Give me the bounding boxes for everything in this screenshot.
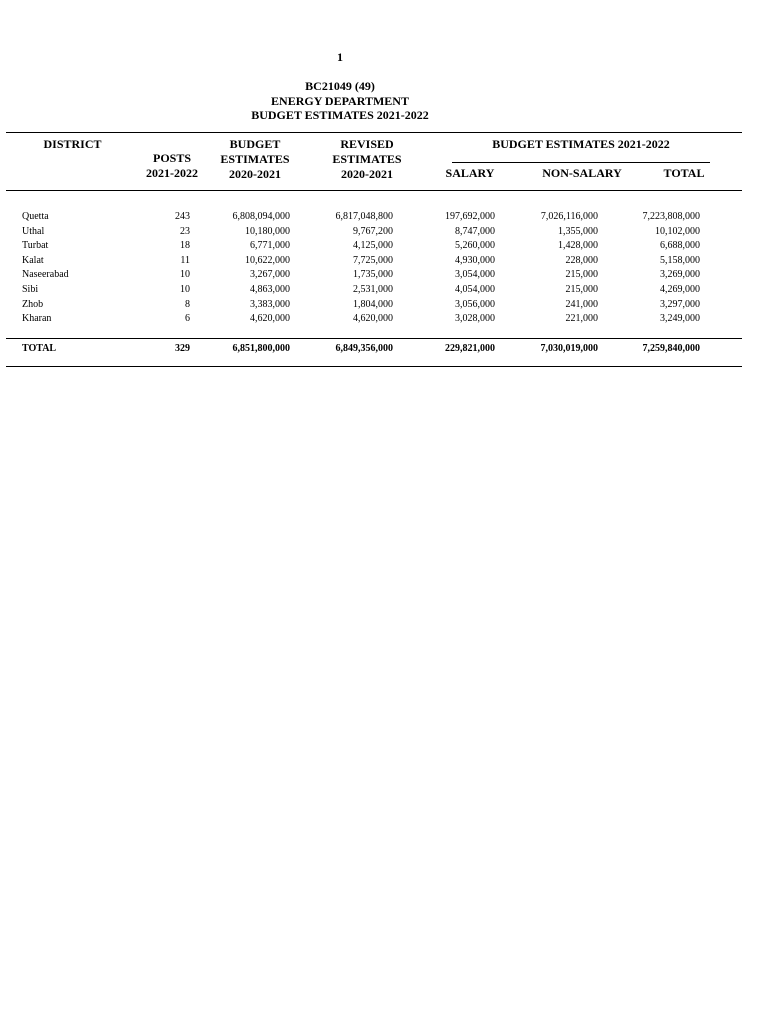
column-header-salary: SALARY xyxy=(445,166,495,180)
revised-estimate-cell: 6,817,048,800 xyxy=(335,211,393,222)
budget-estimate-cell: 3,267,000 xyxy=(250,269,290,281)
revised-estimate-cell: 1,804,000 xyxy=(353,298,393,310)
column-header-revised xyxy=(322,137,412,182)
total-cell: 3,297,000 xyxy=(660,298,700,310)
department-name: ENERGY DEPARTMENT xyxy=(271,94,409,108)
total-non-salary: 7,030,019,000 xyxy=(540,343,598,354)
column-header-budget xyxy=(212,137,298,182)
district-cell: Sibi xyxy=(22,284,39,295)
revised-header-line: ESTIMATES xyxy=(332,152,402,166)
column-group-header: BUDGET ESTIMATES 2021-2022 xyxy=(492,137,670,151)
budget-estimate-cell: 4,863,000 xyxy=(250,284,290,295)
posts-cell: 10 xyxy=(180,269,190,281)
posts-cell: 243 xyxy=(175,211,190,222)
budget-header-line: BUDGET xyxy=(229,137,281,151)
revised-estimate-cell: 7,725,000 xyxy=(353,254,393,266)
posts-cell: 23 xyxy=(180,225,190,237)
posts-cell: 8 xyxy=(185,298,190,310)
total-top-rule xyxy=(6,338,742,339)
total-posts: 329 xyxy=(175,343,190,354)
revised-estimate-cell: 1,735,000 xyxy=(353,269,393,281)
posts-cell: 10 xyxy=(180,284,190,295)
budget-estimate-cell: 10,622,000 xyxy=(245,254,290,266)
salary-cell: 4,930,000 xyxy=(455,254,495,266)
salary-cell: 3,028,000 xyxy=(455,313,495,325)
non-salary-cell: 215,000 xyxy=(565,269,598,281)
non-salary-cell: 215,000 xyxy=(565,284,598,295)
non-salary-cell: 221,000 xyxy=(565,313,598,325)
column-header-district: DISTRICT xyxy=(43,137,102,151)
total-salary: 229,821,000 xyxy=(445,343,495,354)
posts-header-line: 2021-2022 xyxy=(146,166,198,180)
salary-cell: 5,260,000 xyxy=(455,240,495,252)
district-cell: Kharan xyxy=(22,313,52,325)
non-salary-cell: 241,000 xyxy=(565,298,598,310)
budget-estimate-cell: 4,620,000 xyxy=(250,313,290,325)
total-cell: 10,102,000 xyxy=(655,225,700,237)
column-header-non-salary: NON-SALARY xyxy=(542,166,622,180)
non-salary-cell: 228,000 xyxy=(565,254,598,266)
non-salary-cell: 1,428,000 xyxy=(558,240,598,252)
salary-cell: 197,692,000 xyxy=(445,211,495,222)
total-revised: 6,849,356,000 xyxy=(335,343,393,354)
budget-estimate-cell: 10,180,000 xyxy=(245,225,290,237)
header-bottom-rule xyxy=(6,190,742,191)
district-cell: Uthal xyxy=(22,225,45,237)
column-header-posts xyxy=(138,151,206,181)
group-header-underline xyxy=(452,162,710,163)
salary-cell: 3,056,000 xyxy=(455,298,495,310)
page-number: 1 xyxy=(337,50,343,64)
salary-cell: 8,747,000 xyxy=(455,225,495,237)
budget-estimate-cell: 6,771,000 xyxy=(250,240,290,252)
budget-estimate-cell: 3,383,000 xyxy=(250,298,290,310)
total-cell: 7,223,808,000 xyxy=(642,211,700,222)
total-cell: 3,249,000 xyxy=(660,313,700,325)
revised-header-line: 2020-2021 xyxy=(341,167,393,181)
document-title: BUDGET ESTIMATES 2021-2022 xyxy=(251,108,429,122)
total-cell: 5,158,000 xyxy=(660,254,700,266)
non-salary-cell: 7,026,116,000 xyxy=(540,211,598,222)
district-cell: Zhob xyxy=(22,298,44,310)
table-bottom-rule xyxy=(6,366,742,367)
revised-estimate-cell: 2,531,000 xyxy=(353,284,393,295)
budget-header-line: 2020-2021 xyxy=(229,167,281,181)
posts-cell: 11 xyxy=(180,254,190,266)
district-cell: Naseerabad xyxy=(22,269,69,281)
district-cell: Turbat xyxy=(22,240,49,252)
revised-estimate-cell: 4,620,000 xyxy=(353,313,393,325)
total-label: TOTAL xyxy=(22,343,57,354)
salary-cell: 4,054,000 xyxy=(455,284,495,295)
posts-cell: 6 xyxy=(185,313,190,325)
total-budget: 6,851,800,000 xyxy=(232,343,290,354)
budget-header-line: ESTIMATES xyxy=(220,152,290,166)
revised-estimate-cell: 9,767,200 xyxy=(353,225,393,237)
posts-header-line: POSTS xyxy=(152,151,191,165)
table-top-rule xyxy=(6,132,742,133)
total-total: 7,259,840,000 xyxy=(642,343,700,354)
total-cell: 6,688,000 xyxy=(660,240,700,252)
revised-header-line: REVISED xyxy=(340,137,394,151)
budget-estimate-cell: 6,808,094,000 xyxy=(232,211,290,222)
district-cell: Quetta xyxy=(22,211,49,222)
posts-cell: 18 xyxy=(180,240,190,252)
salary-cell: 3,054,000 xyxy=(455,269,495,281)
total-cell: 4,269,000 xyxy=(660,284,700,295)
revised-estimate-cell: 4,125,000 xyxy=(353,240,393,252)
column-header-total: TOTAL xyxy=(663,166,705,180)
district-cell: Kalat xyxy=(22,254,44,266)
non-salary-cell: 1,355,000 xyxy=(558,225,598,237)
budget-code: BC21049 (49) xyxy=(305,79,375,93)
total-cell: 3,269,000 xyxy=(660,269,700,281)
